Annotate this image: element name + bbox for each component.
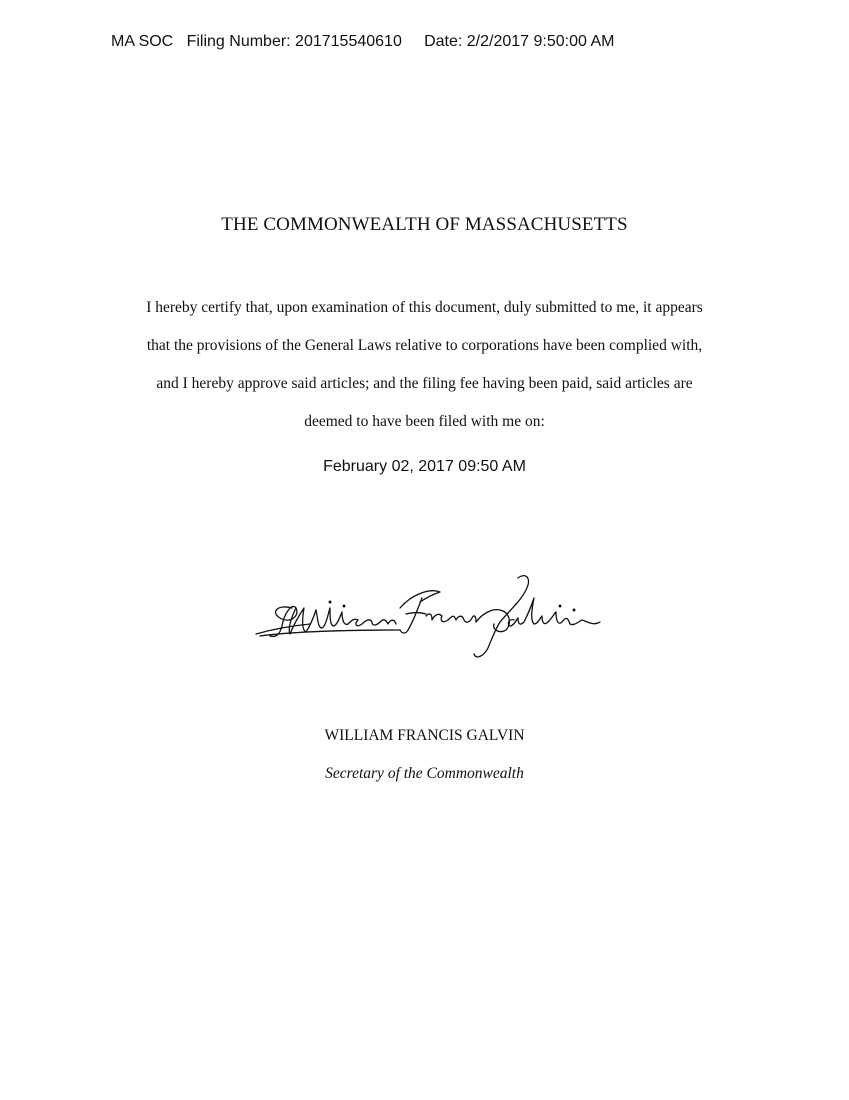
certification-line: I hereby certify that, upon examination of this document, duly submitted to me, it appears [146, 299, 703, 316]
filed-date: February 02, 2017 09:50 AM [323, 458, 526, 475]
office-code: MA SOC [111, 33, 174, 50]
document-title: THE COMMONWEALTH OF MASSACHUSETTS [221, 214, 628, 235]
filing-date: Date: 2/2/2017 9:50:00 AM [424, 33, 615, 50]
signer-name: WILLIAM FRANCIS GALVIN [324, 727, 525, 744]
certification-line: that the provisions of the General Laws relative to corporations have been complied with, [146, 337, 703, 354]
filing-header [111, 33, 614, 51]
filing-number: Filing Number: 201715540610 [186, 33, 402, 50]
certification-line: and I hereby approve said articles; and the filing fee having been paid, said articles are [156, 375, 693, 392]
certification-line: deemed to have been filed with me on: [304, 413, 545, 430]
signature-image [230, 568, 620, 668]
signer-title: Secretary of the Commonwealth [325, 765, 524, 782]
certification-text [100, 297, 749, 449]
